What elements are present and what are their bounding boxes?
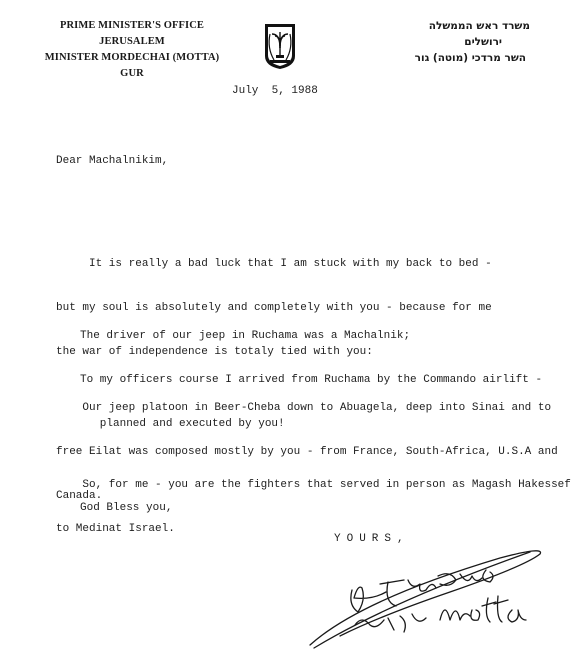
- paragraph-line: planned and executed by you!: [80, 418, 285, 430]
- paragraph-line: To my officers course I arrived from Ruchama by the Commando airlift -: [80, 374, 543, 386]
- paragraph-line: to Medinat Israel.: [56, 523, 175, 535]
- state-emblem-icon: [262, 22, 298, 70]
- paragraph-line: but my soul is absolutely and completely with you - because for me: [56, 302, 492, 314]
- salutation: Dear Machalnikim,: [56, 155, 169, 167]
- letterhead-office: PRIME MINISTER'S OFFICE: [59, 20, 205, 31]
- letterhead-city: JERUSALEM: [99, 36, 165, 47]
- handwritten-signature: [300, 540, 576, 660]
- paragraph-line: the war of independence is totaly tied with you:: [56, 346, 373, 358]
- paragraph-line: Canada.: [56, 490, 103, 502]
- paragraph-line: The driver of our jeep in Ruchama was a Machalnik;: [80, 330, 411, 342]
- letterhead-hebrew: [370, 18, 530, 66]
- paragraph-line: So, for me - you are the fighters that served in person as Magash Hakessef: [56, 479, 571, 491]
- letterhead-city-hebrew: ירושלים: [464, 36, 502, 48]
- paragraph-line: free Eilat was composed mostly by you - from France, South-Africa, U.S.A and: [56, 446, 558, 458]
- closing: God Bless you,: [80, 502, 173, 514]
- letterhead-minister: MINISTER MORDECHAI (MOTTA) GUR: [44, 52, 220, 79]
- letter-date: July 5, 1988: [232, 85, 318, 97]
- letterhead-minister-hebrew: השר מרדכי (מוטה) גור: [414, 52, 526, 64]
- signoff: YOURS,: [334, 533, 410, 545]
- letterhead-office-hebrew: משרד ראש הממשלה: [428, 20, 530, 32]
- paragraph-line: Our jeep platoon in Beer-Cheba down to Abuagela, deep into Sinai and to: [56, 402, 552, 414]
- paragraph-line: It is really a bad luck that I am stuck with my back to bed -: [56, 258, 492, 270]
- letterhead-english: [32, 18, 232, 82]
